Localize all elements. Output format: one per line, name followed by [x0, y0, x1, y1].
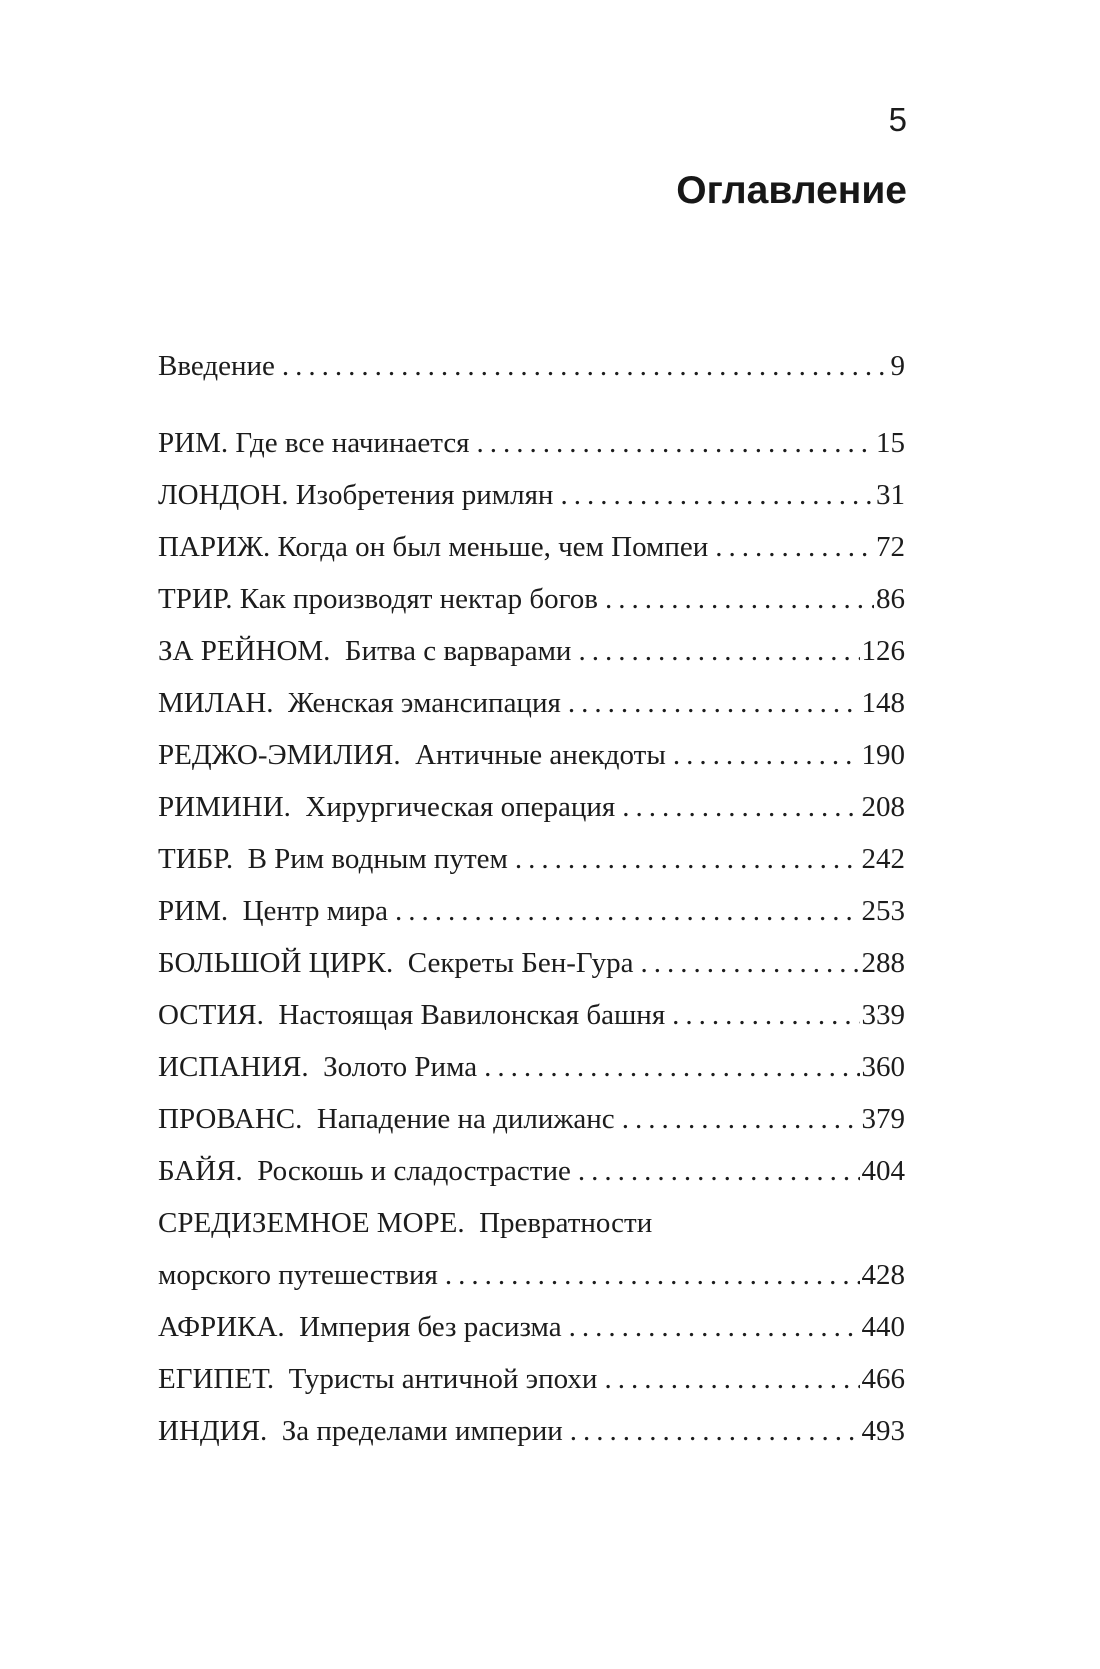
toc-entry-page: 126: [861, 635, 905, 667]
toc-entry-page: 288: [861, 947, 905, 979]
toc-row: [158, 833, 905, 885]
folio-page-number: 5: [888, 101, 907, 138]
toc-entry-title: ТИБР. В Рим водным путем: [158, 843, 508, 875]
dot-leader: [562, 1301, 860, 1353]
dot-leader: [508, 833, 860, 885]
dot-leader: [708, 521, 874, 573]
toc-entry-title: ОСТИЯ. Настоящая Вавилонская башня: [158, 999, 666, 1031]
toc-entry-title: Введение: [158, 350, 275, 382]
toc-entry-page: 72: [876, 531, 905, 563]
toc-entry-title: ТРИР. Как производят нектар богов: [158, 583, 598, 615]
dot-leader: [561, 677, 860, 729]
dot-leader: [275, 340, 889, 392]
dot-leader: [615, 781, 859, 833]
toc-entry-title: ИСПАНИЯ. Золото Рима: [158, 1051, 478, 1083]
toc-row: [158, 340, 905, 392]
toc-entry-page: 379: [861, 1103, 905, 1135]
toc-entry-title: морского путешествия: [158, 1259, 438, 1291]
dot-leader: [388, 885, 860, 937]
toc-entry-title: РИМ. Центр мира: [158, 895, 388, 927]
toc-entry-title: БОЛЬШОЙ ЦИРК. Секреты Бен-Гура: [158, 947, 634, 979]
page-title: Оглавление: [676, 169, 907, 212]
toc-entry-page: 404: [861, 1155, 905, 1187]
toc-row: [158, 521, 905, 573]
dot-leader: [598, 573, 874, 625]
toc-row: [158, 885, 905, 937]
toc-entry-page: 253: [861, 895, 905, 927]
toc-row: [158, 625, 905, 677]
dot-leader: [597, 1353, 859, 1405]
toc-entry-title: РИМИНИ. Хирургическая операция: [158, 791, 616, 823]
dot-leader: [470, 417, 874, 469]
dot-leader: [477, 1041, 859, 1093]
toc-entry-page: 493: [861, 1415, 905, 1447]
toc-row: [158, 469, 905, 521]
toc-entry-page: 9: [890, 350, 905, 382]
toc-entry-page: 208: [861, 791, 905, 823]
toc-entry-title: ЛОНДОН. Изобретения римлян: [158, 479, 554, 511]
toc-row: [158, 1353, 905, 1405]
toc-entry-page: 15: [876, 427, 905, 459]
toc-row: [158, 417, 905, 469]
toc-row: [158, 1301, 905, 1353]
dot-leader: [571, 1145, 860, 1197]
toc-entry-page: 148: [861, 687, 905, 719]
toc-entry-page: 440: [861, 1311, 905, 1343]
toc-entry-page: 360: [861, 1051, 905, 1083]
toc-entry-page: 428: [861, 1259, 905, 1291]
toc-entry-title: ЗА РЕЙНОМ. Битва с варварами: [158, 635, 572, 667]
toc-entry-title: МИЛАН. Женская эмансипация: [158, 687, 561, 719]
dot-leader: [571, 625, 859, 677]
toc-entry-page: 339: [861, 999, 905, 1031]
toc-entry-title: РИМ. Где все начинается: [158, 427, 470, 459]
toc-row: [158, 573, 905, 625]
dot-leader: [633, 937, 859, 989]
toc-row: [158, 781, 905, 833]
toc-entry-title: ИНДИЯ. За пределами империи: [158, 1415, 563, 1447]
toc-entry-title: ЕГИПЕТ. Туристы античной эпохи: [158, 1363, 598, 1395]
dot-leader: [553, 469, 874, 521]
dot-leader: [563, 1405, 860, 1457]
toc-entry-page: 466: [861, 1363, 905, 1395]
dot-leader: [438, 1249, 860, 1301]
toc-row: [158, 677, 905, 729]
toc-row: [158, 989, 905, 1041]
toc-entry-title: ПРОВАНС. Нападение на дилижанс: [158, 1103, 615, 1135]
toc-row: [158, 1249, 905, 1301]
dot-leader: [615, 1093, 860, 1145]
toc-row: [158, 1093, 905, 1145]
toc-entry-page: 31: [876, 479, 905, 511]
toc-entry-title: СРЕДИЗЕМНОЕ МОРЕ. Превратности: [158, 1207, 653, 1239]
dot-leader: [666, 729, 860, 781]
toc-row: [158, 1197, 905, 1249]
toc-entry-page: 190: [861, 739, 905, 771]
toc-row: [158, 1145, 905, 1197]
toc-row: [158, 1041, 905, 1093]
toc-entry-page: 86: [876, 583, 905, 615]
toc-entry-title: ПАРИЖ. Когда он был меньше, чем Помпеи: [158, 531, 709, 563]
toc-entry-title: РЕДЖО-ЭМИЛИЯ. Античные анекдоты: [158, 739, 666, 771]
toc-entry-page: 242: [861, 843, 905, 875]
toc-entry-title: БАЙЯ. Роскошь и сладострастие: [158, 1155, 571, 1187]
dot-leader: [665, 989, 859, 1041]
toc-list: [158, 340, 905, 1457]
toc-row: [158, 1405, 905, 1457]
toc-entry-title: АФРИКА. Империя без расизма: [158, 1311, 562, 1343]
toc-row: [158, 729, 905, 781]
toc-row: [158, 937, 905, 989]
